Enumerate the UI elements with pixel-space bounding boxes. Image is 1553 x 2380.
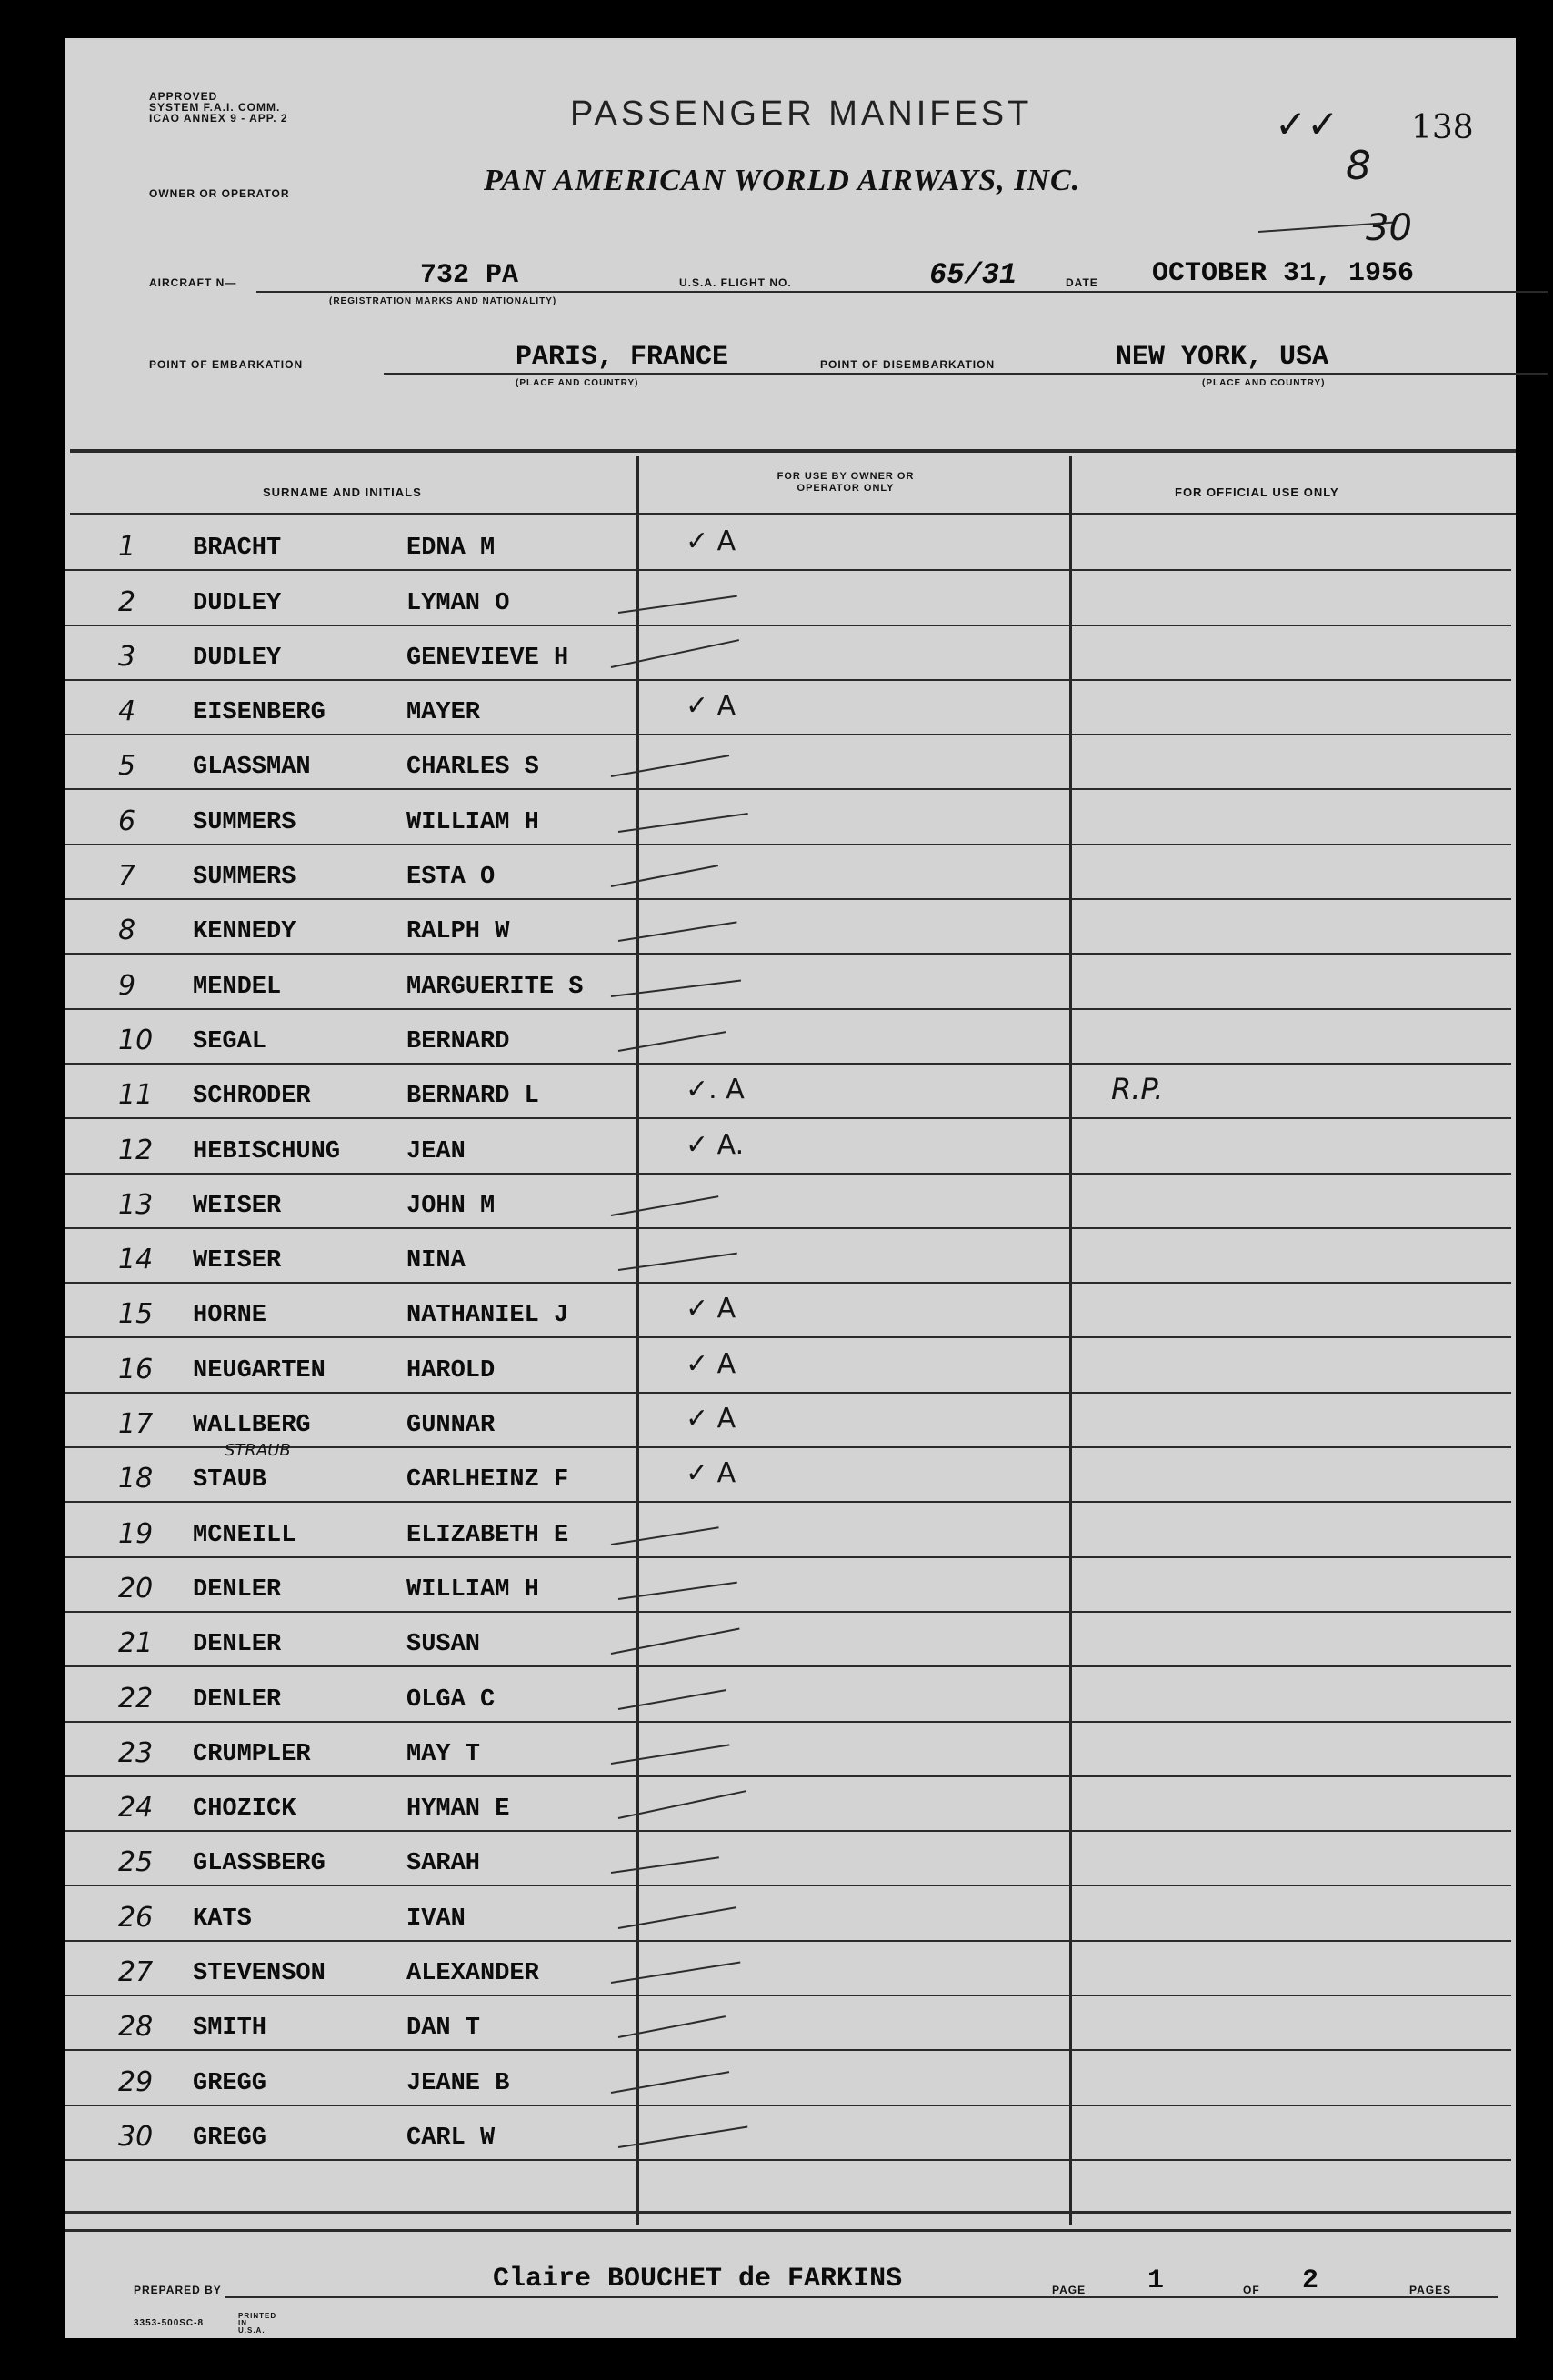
passenger-given-names: JOHN M	[406, 1192, 496, 1220]
table-row	[65, 1835, 1516, 1890]
passenger-surname: GREGG	[193, 2124, 267, 2152]
passenger-surname: DENLER	[193, 1575, 282, 1604]
passenger-given-names: JEANE B	[406, 2069, 510, 2097]
passenger-surname: BRACHT	[193, 535, 282, 563]
dash-mark	[611, 1195, 719, 1216]
passenger-given-names: NINA	[406, 1247, 466, 1275]
owner-check-mark: ✓ A	[686, 690, 736, 723]
approval-line: SYSTEM F.A.I. COMM.	[149, 101, 281, 114]
dash-mark	[618, 813, 748, 833]
embarkation-value: PARIS, FRANCE	[516, 342, 729, 373]
table-row	[65, 739, 1516, 794]
row-number: 10	[118, 1024, 154, 1056]
owner-label: OWNER OR OPERATOR	[149, 187, 290, 200]
passenger-surname: HEBISCHUNG	[193, 1137, 341, 1165]
row-number: 11	[118, 1079, 154, 1112]
passenger-given-names: OLGA C	[406, 1685, 496, 1714]
table-bottom-border	[65, 2211, 1511, 2214]
form-title: PASSENGER MANIFEST	[570, 95, 1033, 133]
passenger-surname: WALLBERG	[193, 1412, 311, 1440]
table-row	[65, 1562, 1516, 1616]
table-row	[65, 575, 1516, 629]
table-row	[65, 1123, 1516, 1177]
passenger-given-names: CARL W	[406, 2124, 496, 2152]
row-rule	[65, 1665, 1511, 1667]
row-rule	[65, 1173, 1511, 1175]
table-row	[65, 2110, 1516, 2165]
owner-check-mark: ✓ A	[686, 1347, 736, 1380]
dash-mark	[618, 1906, 736, 1929]
row-rule	[65, 1008, 1511, 1010]
row-rule	[65, 1227, 1511, 1229]
table-row	[65, 1506, 1516, 1561]
table-row	[65, 1287, 1516, 1342]
row-number: 29	[118, 2065, 154, 2098]
row-rule	[65, 1063, 1511, 1065]
passenger-given-names: BERNARD L	[406, 1083, 539, 1111]
table-row	[65, 1068, 1516, 1123]
page-value: 1	[1147, 2265, 1165, 2296]
passenger-surname: HORNE	[193, 1302, 267, 1330]
handwritten-correction: STRAUB	[225, 1441, 291, 1461]
table-row	[65, 1616, 1516, 1671]
header-bottom-border	[70, 513, 1516, 515]
passenger-given-names: IVAN	[406, 1905, 466, 1933]
row-number: 14	[118, 1244, 154, 1276]
row-number: 8	[118, 915, 136, 947]
dash-mark	[611, 1526, 719, 1545]
row-number: 16	[118, 1353, 154, 1385]
dash-mark	[618, 1582, 737, 1600]
passenger-given-names: MAY T	[406, 1740, 481, 1768]
table-row	[65, 2000, 1516, 2055]
passenger-given-names: WILLIAM H	[406, 1575, 539, 1604]
dash-mark	[611, 1857, 719, 1875]
aircraft-value: 732 PA	[420, 260, 519, 291]
passenger-given-names: MAYER	[406, 699, 481, 727]
dash-mark	[611, 1744, 730, 1765]
table-row	[65, 904, 1516, 958]
dash-mark	[611, 865, 718, 887]
passenger-given-names: SARAH	[406, 1850, 481, 1878]
row-rule	[65, 1501, 1511, 1503]
passenger-surname: GREGG	[193, 2069, 267, 2097]
passenger-given-names: ALEXANDER	[406, 1960, 539, 1988]
passenger-surname: NEUGARTEN	[193, 1356, 326, 1385]
row-rule	[65, 2049, 1511, 2051]
table-row	[65, 1671, 1516, 1725]
row-rule	[65, 1392, 1511, 1394]
table-row	[65, 1781, 1516, 1835]
dash-mark	[611, 1962, 741, 1985]
printed-in-note: PRINTED IN U.S.A.	[238, 2312, 277, 2335]
dash-mark	[618, 595, 737, 613]
table-row	[65, 630, 1516, 685]
table-row	[65, 1178, 1516, 1233]
table-row	[65, 1343, 1516, 1397]
dash-mark	[611, 1628, 740, 1655]
passenger-given-names: GENEVIEVE H	[406, 644, 569, 672]
passenger-given-names: GUNNAR	[406, 1412, 496, 1440]
row-rule	[65, 1830, 1511, 1832]
row-number: 22	[118, 1682, 154, 1715]
passenger-surname: SMITH	[193, 2015, 267, 2043]
official-column-header: FOR OFFICIAL USE ONLY	[1175, 485, 1339, 499]
table-row	[65, 1014, 1516, 1068]
dash-mark	[611, 979, 741, 997]
row-number: 27	[118, 1956, 154, 1989]
passenger-given-names: EDNA M	[406, 535, 496, 563]
aircraft-sublabel: (REGISTRATION MARKS AND NATIONALITY)	[329, 296, 557, 306]
row-rule	[65, 1117, 1511, 1119]
row-rule	[65, 1940, 1511, 1942]
passenger-given-names: CHARLES S	[406, 754, 539, 782]
passenger-given-names: HYMAN E	[406, 1795, 510, 1824]
table-row	[65, 2055, 1516, 2109]
owner-check-mark: ✓ A	[686, 1457, 736, 1490]
dash-mark	[618, 1253, 737, 1271]
owner-check-mark: ✓ A	[686, 525, 736, 558]
row-number: 12	[118, 1134, 154, 1166]
passenger-given-names: BERNARD	[406, 1027, 510, 1055]
table-row	[65, 1726, 1516, 1781]
handwritten-count: 30	[1366, 207, 1412, 249]
dash-mark	[611, 639, 739, 668]
row-rule	[65, 1775, 1511, 1777]
row-rule	[65, 625, 1511, 626]
passenger-given-names: ELIZABETH E	[406, 1521, 569, 1549]
row-number: 18	[118, 1463, 154, 1495]
dash-mark	[618, 2125, 748, 2148]
approval-line: ICAO ANNEX 9 - APP. 2	[149, 112, 288, 125]
row-rule	[65, 1611, 1511, 1613]
row-rule	[65, 1721, 1511, 1723]
passenger-surname: DENLER	[193, 1631, 282, 1659]
owner-check-mark: ✓ A	[686, 1403, 736, 1435]
passenger-given-names: DAN T	[406, 2015, 481, 2043]
passenger-given-names: LYMAN O	[406, 589, 510, 617]
passenger-surname: DENLER	[193, 1685, 282, 1714]
passenger-surname: SEGAL	[193, 1027, 267, 1055]
table-bottom-border-2	[65, 2229, 1511, 2232]
table-row	[65, 1891, 1516, 1945]
passenger-surname: CRUMPLER	[193, 1740, 311, 1768]
passenger-given-names: WILLIAM H	[406, 808, 539, 836]
row-number: 15	[118, 1298, 154, 1331]
row-rule	[65, 2105, 1511, 2106]
disembarkation-label: POINT OF DISEMBARKATION	[820, 358, 996, 371]
table-row	[65, 1441, 1516, 1506]
flight-label: U.S.A. FLIGHT NO.	[679, 276, 792, 289]
passenger-surname: MCNEILL	[193, 1521, 296, 1549]
embarkation-label: POINT OF EMBARKATION	[149, 358, 304, 371]
row-rule	[65, 1336, 1511, 1338]
names-column-header: SURNAME AND INITIALS	[263, 485, 422, 499]
row-number: 30	[118, 2120, 154, 2153]
official-initials: R.P.	[1111, 1072, 1164, 1107]
embarkation-underline	[384, 373, 1548, 375]
row-rule	[65, 844, 1511, 845]
row-number: 28	[118, 2011, 154, 2044]
row-rule	[65, 679, 1511, 681]
handwritten-checks: ✓✓	[1275, 102, 1339, 146]
handwritten-fraction: 8	[1346, 143, 1371, 189]
dash-mark	[618, 1790, 746, 1819]
row-number: 6	[118, 805, 136, 837]
passenger-given-names: NATHANIEL J	[406, 1302, 569, 1330]
dash-mark	[618, 922, 737, 943]
row-number: 20	[118, 1572, 154, 1605]
row-rule	[65, 788, 1511, 790]
passenger-surname: KATS	[193, 1905, 252, 1933]
owner-column-header: FOR USE BY OWNER OR OPERATOR ONLY	[776, 471, 915, 494]
row-number: 1	[118, 531, 136, 564]
owner-check-mark: ✓ A.	[686, 1128, 745, 1161]
row-rule	[65, 898, 1511, 900]
of-label: OF	[1243, 2284, 1260, 2296]
row-number: 24	[118, 1792, 154, 1825]
row-rule	[65, 734, 1511, 735]
company-name: PAN AMERICAN WORLD AIRWAYS, INC.	[484, 164, 1081, 197]
approval-line: APPROVED	[149, 90, 218, 103]
row-number: 17	[118, 1408, 154, 1441]
page-stamp-number: 138	[1411, 109, 1474, 146]
dash-mark	[618, 1689, 726, 1710]
form-number: 3353-500SC-8	[134, 2318, 205, 2328]
passenger-given-names: SUSAN	[406, 1631, 481, 1659]
passenger-given-names: RALPH W	[406, 918, 510, 946]
passenger-surname: WEISER	[193, 1247, 282, 1275]
row-rule	[65, 1282, 1511, 1284]
table-row	[65, 1945, 1516, 2000]
disembarkation-sublabel: (PLACE AND COUNTRY)	[1202, 378, 1326, 388]
passenger-given-names: ESTA O	[406, 864, 496, 892]
row-number: 3	[118, 640, 136, 673]
passenger-surname: KENNEDY	[193, 918, 296, 946]
row-number: 23	[118, 1736, 154, 1769]
passenger-surname: SUMMERS	[193, 864, 296, 892]
table-top-border	[70, 449, 1516, 453]
table-row	[65, 795, 1516, 849]
row-rule	[65, 569, 1511, 571]
row-number: 19	[118, 1517, 154, 1550]
passenger-surname: CHOZICK	[193, 1795, 296, 1824]
approval-block	[149, 91, 288, 124]
passenger-surname: SCHRODER	[193, 1083, 311, 1111]
dash-mark	[611, 2071, 729, 2094]
passenger-surname: MENDEL	[193, 973, 282, 1001]
row-number: 13	[118, 1188, 154, 1221]
passenger-surname: EISENBERG	[193, 699, 326, 727]
footer-underline	[225, 2296, 1498, 2298]
dash-mark	[618, 2016, 726, 2039]
row-rule	[65, 1885, 1511, 1886]
passenger-surname: SUMMERS	[193, 808, 296, 836]
passenger-surname: DUDLEY	[193, 589, 282, 617]
pages-label: PAGES	[1409, 2284, 1452, 2296]
prepared-by-value: Claire BOUCHET de FARKINS	[493, 2264, 903, 2295]
table-row	[65, 958, 1516, 1013]
passenger-surname: STAUB	[193, 1466, 267, 1495]
owner-check-mark: ✓. A	[686, 1074, 745, 1106]
aircraft-label: AIRCRAFT N—	[149, 276, 237, 289]
passenger-given-names: JEAN	[406, 1137, 466, 1165]
passenger-surname: GLASSBERG	[193, 1850, 326, 1878]
table-row	[65, 1233, 1516, 1287]
passenger-given-names: HAROLD	[406, 1356, 496, 1385]
date-value: OCTOBER 31, 1956	[1152, 258, 1415, 289]
passenger-surname: STEVENSON	[193, 1960, 326, 1988]
embarkation-sublabel: (PLACE AND COUNTRY)	[516, 378, 639, 388]
row-number: 7	[118, 860, 136, 893]
date-label: DATE	[1066, 276, 1098, 289]
row-number: 21	[118, 1627, 154, 1660]
table-row	[65, 520, 1516, 575]
row-number: 5	[118, 750, 136, 783]
owner-check-mark: ✓ A	[686, 1293, 736, 1325]
table-row	[65, 849, 1516, 904]
passenger-surname: WEISER	[193, 1192, 282, 1220]
passenger-given-names: MARGUERITE S	[406, 973, 584, 1001]
page-label: PAGE	[1052, 2284, 1087, 2296]
row-rule	[65, 2159, 1511, 2161]
of-value: 2	[1302, 2265, 1319, 2296]
aircraft-row-underline	[256, 291, 1548, 293]
table-row	[65, 685, 1516, 739]
passenger-given-names: CARLHEINZ F	[406, 1466, 569, 1495]
row-rule	[65, 953, 1511, 955]
disembarkation-value: NEW YORK, USA	[1116, 342, 1329, 373]
row-number: 4	[118, 695, 136, 728]
row-number: 2	[118, 585, 136, 618]
passenger-surname: DUDLEY	[193, 644, 282, 672]
dash-mark	[611, 755, 729, 778]
row-rule	[65, 1556, 1511, 1558]
passenger-surname: GLASSMAN	[193, 754, 311, 782]
row-number: 26	[118, 1901, 154, 1934]
row-rule	[65, 1995, 1511, 1996]
row-number: 25	[118, 1846, 154, 1879]
manifest-form	[65, 38, 1516, 2338]
prepared-by-label: PREPARED BY	[134, 2284, 222, 2296]
flight-number: 65/31	[929, 258, 1017, 292]
row-number: 9	[118, 969, 136, 1002]
dash-mark	[618, 1031, 726, 1052]
